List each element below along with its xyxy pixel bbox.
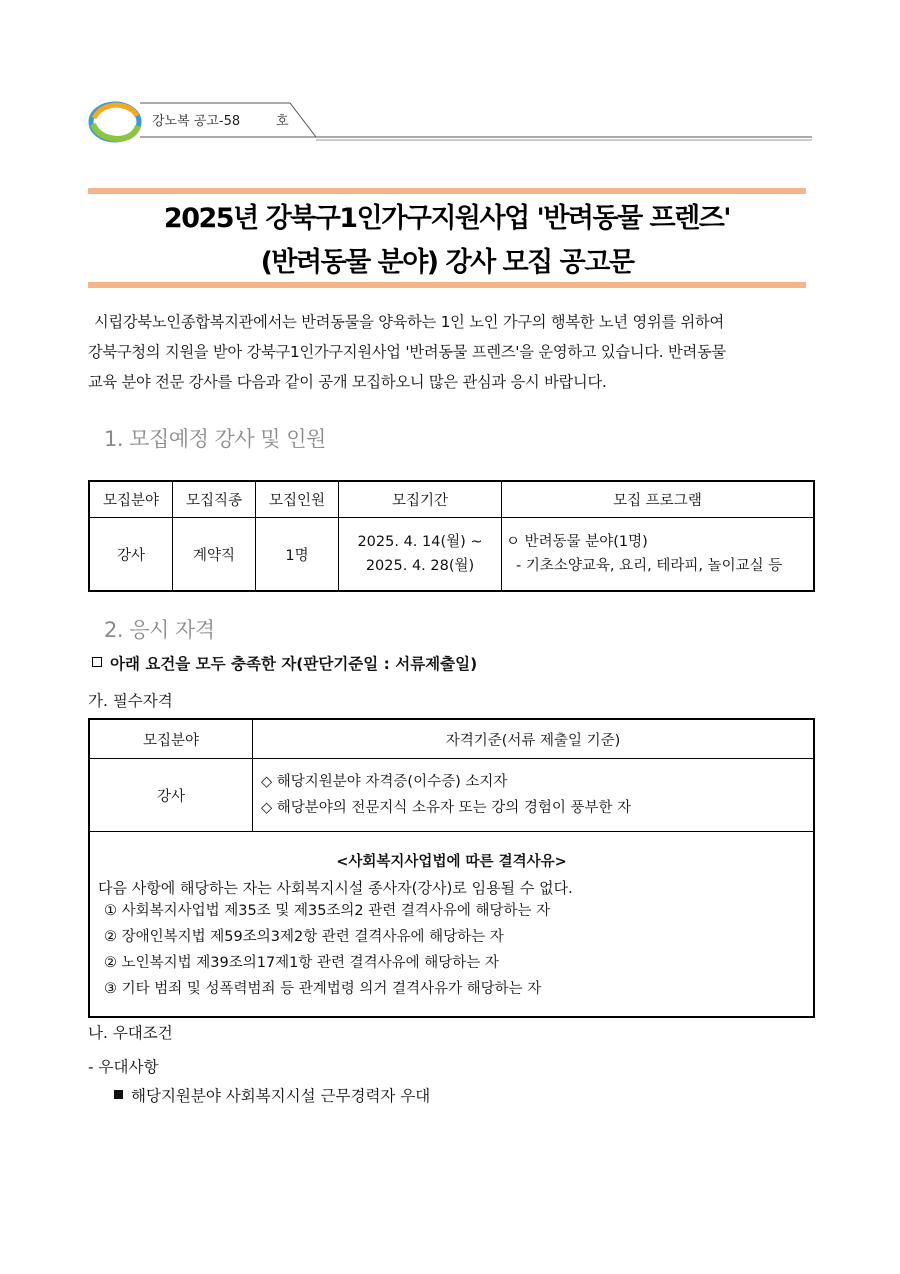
- eligibility-criteria-text: 아래 요건을 모두 충족한 자(판단기준일 : 서류제출일): [110, 655, 478, 673]
- intro-line: 시립강북노인종합복지관에서는 반려동물을 양육하는 1인 노인 가구의 행복한 노년 영위를 위하여: [94, 313, 724, 331]
- cell-count: 1명: [256, 518, 339, 592]
- intro-line: 강북구청의 지원을 받아 강북구1인가구지원사업 '반려동물 프렌즈'을 운영하고 있습니다. 반려동물: [88, 343, 726, 361]
- subheading-preferred: 나. 우대조건: [88, 1024, 173, 1042]
- criteria-item: ◇ 해당분야의 전문지식 소유자 또는 강의 경험이 풍부한 자: [261, 800, 632, 816]
- cell-field: 강사: [89, 759, 253, 832]
- cell-field: 강사: [89, 518, 173, 592]
- table-row: [89, 759, 814, 832]
- cell-type: 계약직: [173, 518, 256, 592]
- disqualification-title: <사회복지사업법에 따른 결격사유>: [336, 854, 567, 870]
- table-row: [89, 518, 814, 592]
- cell-criteria: [253, 759, 815, 832]
- square-bullet-icon: [92, 657, 102, 667]
- preference-label: - 우대사항: [88, 1058, 159, 1076]
- cell-period: [339, 518, 502, 592]
- disqualification-item: ② 노인복지법 제39조의17제1항 관련 결격사유에 해당하는 자: [104, 955, 499, 971]
- table-row: [89, 832, 814, 1018]
- period-end: 2025. 4. 28(월): [365, 558, 475, 574]
- disqualification-item: ② 장애인복지법 제59조의3제2항 관련 결격사유에 해당하는 자: [104, 929, 504, 945]
- disqualification-lead: 다음 사항에 해당하는 자는 사회복지시설 종사자(강사)로 임용될 수 없다.: [98, 879, 573, 897]
- title-bottom-bar: [88, 282, 806, 288]
- document-number-suffix: 호: [276, 114, 289, 129]
- disqualification-item: ③ 기타 범죄 및 성폭력범죄 등 관계법령 의거 결격사유가 해당하는 자: [104, 981, 542, 997]
- disqualification-item: ① 사회복지사업법 제35조 및 제35조의2 관련 결격사유에 해당하는 자: [104, 903, 551, 919]
- col-header: 모집직종: [173, 481, 256, 518]
- document-number: 강노복 공고-58: [152, 114, 241, 129]
- table-header-row: [89, 481, 814, 518]
- title-top-bar: [88, 188, 806, 194]
- col-header: 모집인원: [256, 481, 339, 518]
- criteria-item: ◇ 해당지원분야 자격증(이수증) 소지자: [261, 774, 508, 790]
- col-header: 모집 프로그램: [502, 481, 815, 518]
- agency-logo: [88, 98, 142, 144]
- preference-item: [114, 1084, 430, 1106]
- filled-square-bullet-icon: [114, 1090, 123, 1099]
- eligibility-criteria-heading: [92, 652, 477, 674]
- section-title-recruitment: 1. 모집예정 강사 및 인원: [104, 427, 326, 451]
- qualification-table: [88, 718, 815, 1018]
- cell-program: [502, 518, 815, 592]
- page-title-line1: 2025년 강북구1인가구지원사업 '반려동물 프렌즈': [163, 203, 731, 234]
- col-header: 모집기간: [339, 481, 502, 518]
- preference-text: 해당지원분야 사회복지시설 근무경력자 우대: [131, 1087, 431, 1105]
- col-header: 모집분야: [89, 481, 173, 518]
- program-line: ㅇ 반려동물 분야(1명): [506, 534, 648, 550]
- subheading-required: 가. 필수자격: [88, 692, 173, 710]
- page-title-line2: (반려동물 분야) 강사 모집 공고문: [260, 247, 634, 278]
- program-line: - 기초소양교육, 요리, 테라피, 놀이교실 등: [516, 558, 783, 574]
- intro-paragraph: [88, 307, 816, 397]
- intro-line: 교육 분야 전문 강사를 다음과 같이 공개 모집하오니 많은 관심과 응시 바랍니다.: [88, 373, 607, 391]
- col-header: 모집분야: [89, 719, 253, 759]
- disqualification-box: [89, 832, 814, 1018]
- table-header-row: [89, 719, 814, 759]
- period-start: 2025. 4. 14(월) ~: [357, 534, 483, 550]
- recruitment-table: [88, 480, 815, 592]
- header-divider: [140, 100, 812, 142]
- section-title-eligibility: 2. 응시 자격: [104, 618, 215, 642]
- col-header: 자격기준(서류 제출일 기준): [253, 719, 815, 759]
